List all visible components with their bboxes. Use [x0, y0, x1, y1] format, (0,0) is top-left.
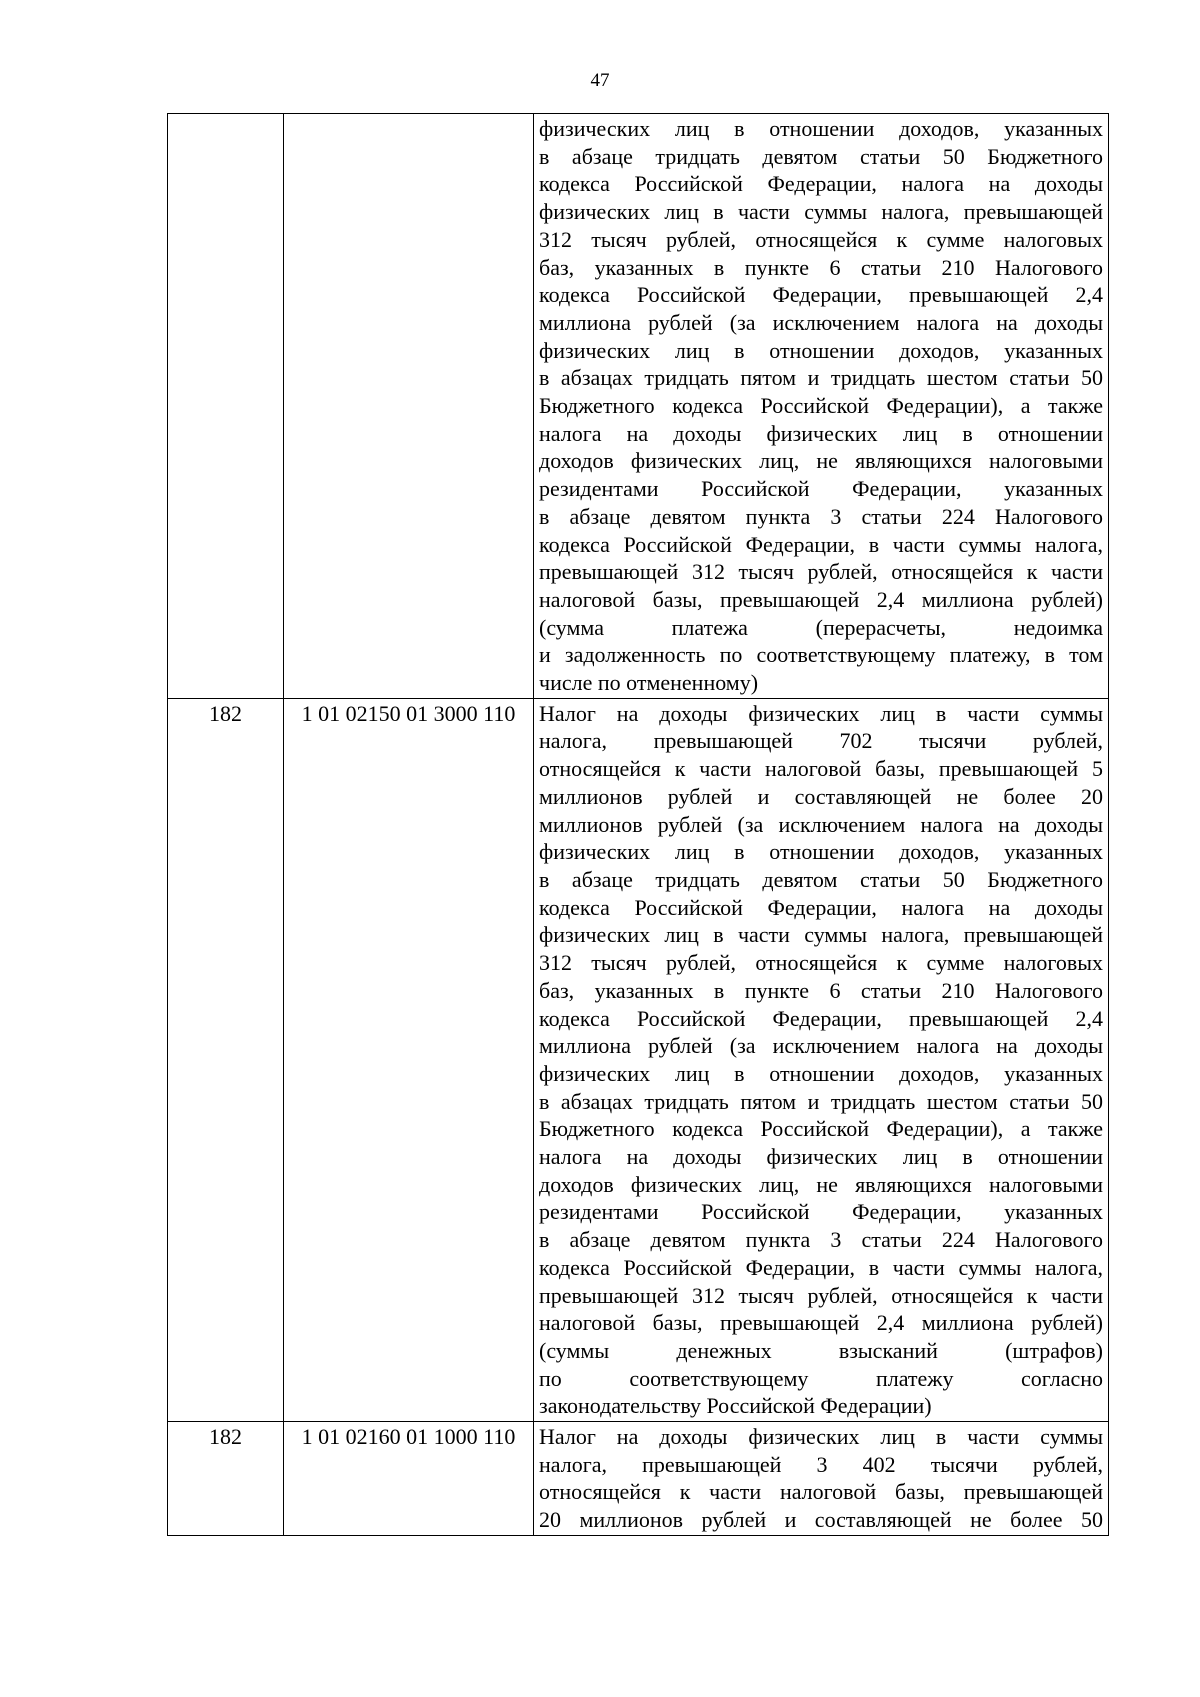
description-line: доходов физических лиц, не являющихся налоговыми	[539, 1171, 1103, 1197]
description-line: Налог на доходы физических лиц в части суммы	[539, 700, 1103, 726]
description-line: в абзацах тридцать пятом и тридцать шестом статьи 50	[539, 365, 1103, 391]
description-line: баз, указанных в пункте 6 статьи 210 Налогового	[539, 254, 1103, 280]
description-line: резидентами Российской Федерации, указанных	[539, 1199, 1103, 1225]
description-line: в абзаце девятом пункта 3 статьи 224 Налогового	[539, 1227, 1103, 1253]
table-row	[168, 1422, 1109, 1536]
description-line: кодекса Российской Федерации, превышающей 2,4	[539, 1005, 1103, 1031]
page-number: 47	[590, 70, 610, 91]
description-cell	[534, 1422, 1109, 1536]
description-line: кодекса Российской Федерации, налога на доходы	[539, 894, 1103, 920]
description-line: физических лиц в части суммы налога, превышающей	[539, 922, 1103, 948]
admin-code-cell	[168, 114, 284, 699]
description-line: физических лиц в части суммы налога, превышающей	[539, 199, 1103, 225]
admin-code-cell: 182	[168, 1422, 284, 1536]
description-line: физических лиц в отношении доходов, указанных	[539, 116, 1103, 141]
description-line: доходов физических лиц, не являющихся налоговыми	[539, 448, 1103, 474]
description-cell	[534, 698, 1109, 1421]
description-line: налоговой базы, превышающей 2,4 миллиона рублей)	[539, 586, 1103, 612]
table-body	[168, 114, 1109, 1536]
description-line: законодательству Российской Федерации)	[539, 1393, 932, 1419]
description-line: Бюджетного кодекса Российской Федерации), а также	[539, 393, 1103, 419]
description-line: в абзацах тридцать пятом и тридцать шестом статьи 50	[539, 1088, 1103, 1114]
description-line: резидентами Российской Федерации, указанных	[539, 476, 1103, 502]
description-line: (сумма платежа (перерасчеты, недоимка	[539, 614, 1103, 640]
description-line: миллиона рублей (за исключением налога на доходы	[539, 309, 1103, 335]
description-line: физических лиц в отношении доходов, указанных	[539, 839, 1103, 865]
description-line: в абзаце тридцать девятом статьи 50 Бюджетного	[539, 143, 1103, 169]
budget-classification-table	[167, 113, 1109, 1536]
description-line: баз, указанных в пункте 6 статьи 210 Налогового	[539, 977, 1103, 1003]
admin-code-cell: 182	[168, 698, 284, 1421]
description-line: физических лиц в отношении доходов, указанных	[539, 337, 1103, 363]
description-line: миллиона рублей (за исключением налога на доходы	[539, 1033, 1103, 1059]
description-cell	[534, 114, 1109, 699]
budget-code-cell: 1 01 02150 01 3000 110	[284, 698, 534, 1421]
description-line: налоговой базы, превышающей 2,4 миллиона рублей)	[539, 1310, 1103, 1336]
description-line: кодекса Российской Федерации, превышающей 2,4	[539, 282, 1103, 308]
description-line: и задолженность по соответствующему платежу, в том	[539, 642, 1103, 668]
table-row	[168, 114, 1109, 699]
description-line: миллионов рублей и составляющей не более 20	[539, 783, 1103, 809]
description-line: Бюджетного кодекса Российской Федерации), а также	[539, 1116, 1103, 1142]
description-line: 20 миллионов рублей и составляющей не более 50	[539, 1507, 1103, 1533]
description-line: налога, превышающей 702 тысячи рублей,	[539, 728, 1103, 754]
description-line: 312 тысяч рублей, относящейся к сумме налоговых	[539, 950, 1103, 976]
description-line: миллионов рублей (за исключением налога на доходы	[539, 811, 1103, 837]
description-line: кодекса Российской Федерации, в части суммы налога,	[539, 1254, 1103, 1280]
description-line: числе по отмененному)	[539, 670, 759, 696]
table-row	[168, 698, 1109, 1421]
description-line: кодекса Российской Федерации, налога на доходы	[539, 171, 1103, 197]
description-line: Налог на доходы физических лиц в части суммы	[539, 1424, 1103, 1450]
description-line: налога на доходы физических лиц в отношении	[539, 420, 1103, 446]
description-line: в абзаце тридцать девятом статьи 50 Бюджетного	[539, 866, 1103, 892]
description-line: (суммы денежных взысканий (штрафов)	[539, 1337, 1103, 1363]
description-line: налога, превышающей 3 402 тысячи рублей,	[539, 1451, 1103, 1477]
description-line: по соответствующему платежу согласно	[539, 1365, 1103, 1391]
description-line: превышающей 312 тысяч рублей, относящейся к части	[539, 559, 1103, 585]
description-line: превышающей 312 тысяч рублей, относящейся к части	[539, 1282, 1103, 1308]
description-line: кодекса Российской Федерации, в части суммы налога,	[539, 531, 1103, 557]
budget-code-cell: 1 01 02160 01 1000 110	[284, 1422, 534, 1536]
budget-code-cell	[284, 114, 534, 699]
description-line: относящейся к части налоговой базы, превышающей	[539, 1479, 1103, 1505]
description-line: в абзаце девятом пункта 3 статьи 224 Налогового	[539, 503, 1103, 529]
description-line: относящейся к части налоговой базы, превышающей 5	[539, 756, 1103, 782]
description-line: налога на доходы физических лиц в отношении	[539, 1144, 1103, 1170]
description-line: физических лиц в отношении доходов, указанных	[539, 1060, 1103, 1086]
description-line: 312 тысяч рублей, относящейся к сумме налоговых	[539, 226, 1103, 252]
